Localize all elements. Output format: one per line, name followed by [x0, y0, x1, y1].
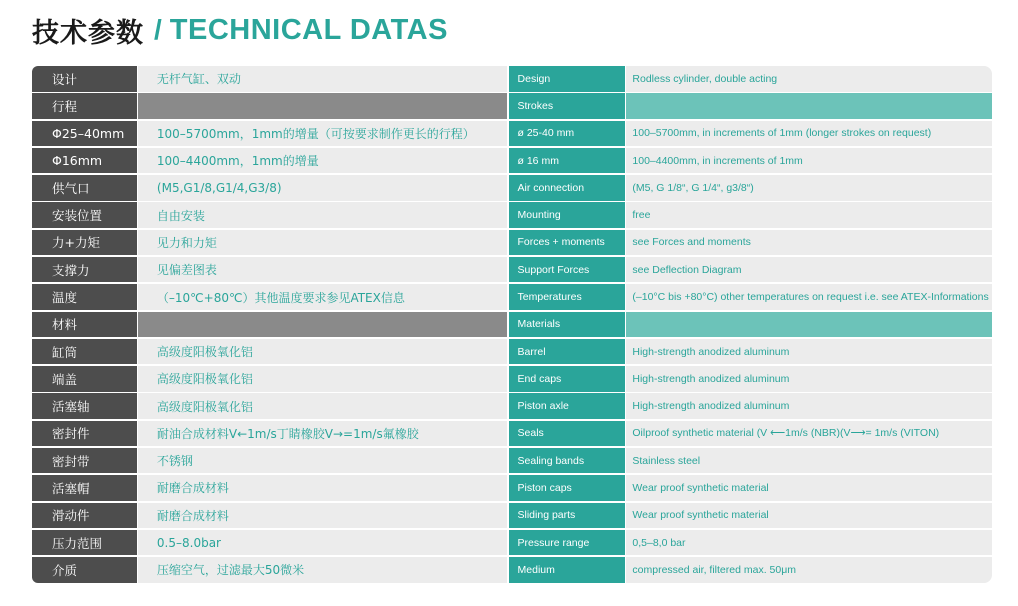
chinese-label-cell: 缸筒	[32, 339, 137, 365]
table-row	[32, 366, 992, 392]
chinese-label-cell: 活塞轴	[32, 393, 137, 419]
english-value-cell: (–10°C bis +80°C) other temperatures on request i.e. see ATEX-Informations	[626, 284, 992, 310]
chinese-value-cell: 不锈钢	[138, 448, 507, 474]
table-row	[32, 202, 992, 228]
chinese-label-cell: 滑动件	[32, 503, 137, 529]
english-value-cell: Wear proof synthetic material	[626, 475, 992, 501]
chinese-value-cell: 高级度阳极氧化铝	[138, 339, 507, 365]
chinese-label-cell: 供气口	[32, 175, 137, 201]
table-row	[32, 66, 992, 92]
chinese-value-cell: 100–4400mm，1mm的增量	[138, 148, 507, 174]
chinese-label-cell: 材料	[32, 312, 137, 338]
english-value-cell: compressed air, filtered max. 50μm	[626, 557, 992, 583]
table-row	[32, 148, 992, 174]
chinese-value-cell: 100–5700mm，1mm的增量（可按要求制作更长的行程）	[138, 121, 507, 147]
english-value-cell: High-strength anodized aluminum	[626, 393, 992, 419]
table-row	[32, 257, 992, 283]
english-label-cell: Sliding parts	[509, 503, 626, 529]
section-header-row	[32, 93, 992, 119]
title-chinese: 技术参数	[32, 17, 144, 49]
english-label-cell: End caps	[509, 366, 626, 392]
chinese-label-cell: 设计	[32, 66, 137, 92]
table-row	[32, 448, 992, 474]
chinese-value-cell	[138, 312, 507, 338]
english-value-cell: 100–4400mm, in increments of 1mm	[626, 148, 992, 174]
chinese-label-cell: 密封带	[32, 448, 137, 474]
chinese-value-cell: 耐油合成材料V←1m/s丁睛橡胶V→=1m/s氟橡胶	[138, 421, 507, 447]
chinese-value-cell: 耐磨合成材料	[138, 475, 507, 501]
english-label-cell: Piston caps	[509, 475, 626, 501]
chinese-label-cell: 力+力矩	[32, 230, 137, 256]
english-label-cell: Air connection	[509, 175, 626, 201]
english-label-cell: ø 16 mm	[509, 148, 626, 174]
table-row	[32, 530, 992, 556]
table-row	[32, 284, 992, 310]
chinese-value-cell: 压缩空气，过滤最大50微米	[138, 557, 507, 583]
english-label-cell: Design	[509, 66, 626, 92]
table-row	[32, 339, 992, 365]
table-row	[32, 175, 992, 201]
english-value-cell: 0,5–8,0 bar	[626, 530, 992, 556]
english-label-cell: Medium	[509, 557, 626, 583]
english-value-cell: free	[626, 202, 992, 228]
table-row	[32, 475, 992, 501]
chinese-value-cell: 无杆气缸、双动	[138, 66, 507, 92]
english-value-cell	[626, 93, 992, 119]
technical-data-table	[32, 66, 992, 584]
english-label-cell: Barrel	[509, 339, 626, 365]
english-label-cell: Forces + moments	[509, 230, 626, 256]
chinese-label-cell: 温度	[32, 284, 137, 310]
table-row	[32, 421, 992, 447]
english-value-cell: High-strength anodized aluminum	[626, 339, 992, 365]
title-english: TECHNICAL DATAS	[169, 13, 448, 46]
table-row	[32, 230, 992, 256]
title-separator: /	[154, 14, 162, 45]
chinese-label-cell: 支撑力	[32, 257, 137, 283]
chinese-label-cell: 介质	[32, 557, 137, 583]
section-header-row	[32, 312, 992, 338]
english-value-cell: Rodless cylinder, double acting	[626, 66, 992, 92]
english-label-cell: ø 25-40 mm	[509, 121, 626, 147]
english-value-cell	[626, 312, 992, 338]
chinese-label-cell: 端盖	[32, 366, 137, 392]
chinese-value-cell: 见偏差图表	[138, 257, 507, 283]
english-label-cell: Mounting	[509, 202, 626, 228]
chinese-value-cell: （–10℃+80℃）其他温度要求参见ATEX信息	[138, 284, 507, 310]
chinese-label-cell: 密封件	[32, 421, 137, 447]
english-value-cell: (M5, G 1/8“, G 1/4“, g3/8“)	[626, 175, 992, 201]
chinese-label-cell: 安装位置	[32, 202, 137, 228]
table-row	[32, 503, 992, 529]
chinese-value-cell: 耐磨合成材料	[138, 503, 507, 529]
english-value-cell: 100–5700mm, in increments of 1mm (longer strokes on request)	[626, 121, 992, 147]
english-label-cell: Piston axle	[509, 393, 626, 419]
english-value-cell: Wear proof synthetic material	[626, 503, 992, 529]
table-row	[32, 121, 992, 147]
chinese-label-cell: Φ25–40mm	[32, 121, 137, 147]
chinese-label-cell: 活塞帽	[32, 475, 137, 501]
english-value-cell: High-strength anodized aluminum	[626, 366, 992, 392]
english-label-cell: Temperatures	[509, 284, 626, 310]
english-value-cell: Stainless steel	[626, 448, 992, 474]
table-row	[32, 557, 992, 583]
english-label-cell: Seals	[509, 421, 626, 447]
page-title	[32, 8, 448, 52]
english-value-cell: see Forces and moments	[626, 230, 992, 256]
chinese-label-cell: Φ16mm	[32, 148, 137, 174]
chinese-value-cell	[138, 93, 507, 119]
chinese-value-cell: 自由安装	[138, 202, 507, 228]
chinese-value-cell: 见力和力矩	[138, 230, 507, 256]
chinese-value-cell: 高级度阳极氧化铝	[138, 366, 507, 392]
english-value-cell: see Deflection Diagram	[626, 257, 992, 283]
chinese-value-cell: (M5,G1/8,G1/4,G3/8)	[138, 175, 507, 201]
chinese-label-cell: 行程	[32, 93, 137, 119]
chinese-value-cell: 高级度阳极氧化铝	[138, 393, 507, 419]
english-label-cell: Pressure range	[509, 530, 626, 556]
table-row	[32, 393, 992, 419]
english-label-cell: Strokes	[509, 93, 626, 119]
english-value-cell: Oilproof synthetic material (V ⟵1m/s (NBR)(V⟶= 1m/s (VITON)	[626, 421, 992, 447]
english-label-cell: Support Forces	[509, 257, 626, 283]
chinese-value-cell: 0.5–8.0bar	[138, 530, 507, 556]
english-label-cell: Materials	[509, 312, 626, 338]
english-label-cell: Sealing bands	[509, 448, 626, 474]
chinese-label-cell: 压力范围	[32, 530, 137, 556]
